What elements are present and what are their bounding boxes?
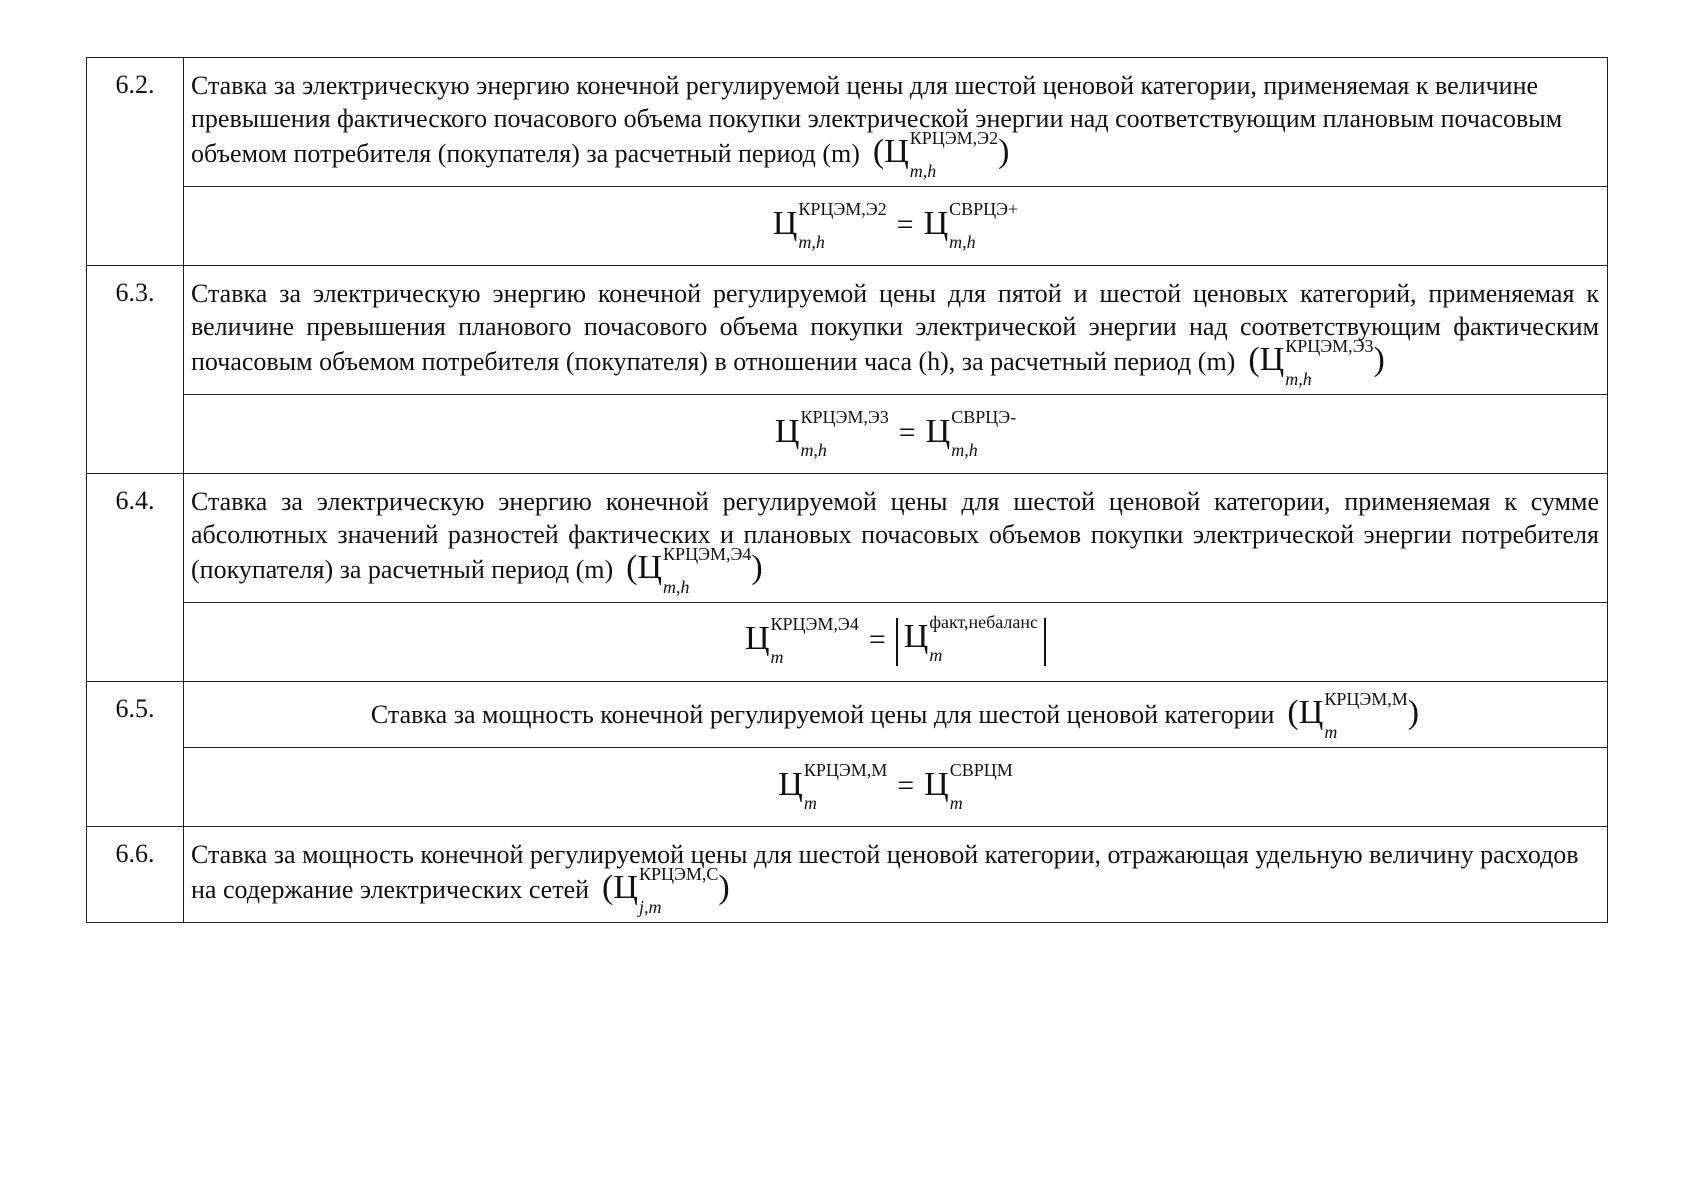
item-number: 6.2. <box>87 58 184 266</box>
formula-cell <box>184 603 1608 682</box>
formula-cell <box>184 187 1608 266</box>
item-description <box>184 58 1608 187</box>
item-description <box>184 474 1608 603</box>
absolute-value-bars: Ц факт,небаланс m <box>896 618 1046 666</box>
item-number: 6.3. <box>87 266 184 474</box>
table-row <box>87 187 1608 266</box>
table-row <box>87 266 1608 395</box>
rate-symbol: (Ц КРЦЭМ,Э2 m,h ) <box>872 128 1010 182</box>
item-number: 6.4. <box>87 474 184 682</box>
item-description <box>184 682 1608 748</box>
table-row <box>87 395 1608 474</box>
rate-symbol: (Ц КРЦЭМ,C j,m ) <box>602 864 730 918</box>
rate-symbol: (Ц КРЦЭМ,Э3 m,h ) <box>1248 336 1385 390</box>
description-text: Ставка за электрическую энергию конечной регулируемой цены для шестой ценовой категории, применяемая к сумме абсолютных значений разностей фактических и плановых почасовых объемов покупки электрической энергии потребителя (покупателя) за расчетный период (m) <box>191 487 1599 585</box>
table-row <box>87 58 1608 187</box>
description-text: Ставка за электрическую энергию конечной регулируемой цены для пятой и шестой ценовых категорий, применяемая к величине превышения планового почасового объема покупки электрической энергии над соответствующим фактическим почасовым объемом потребителя (покупателя) в отношении часа (h), за расчетный период (m) <box>191 279 1599 377</box>
rates-table <box>86 57 1608 923</box>
table-row <box>87 682 1608 748</box>
table-row <box>87 603 1608 682</box>
rate-symbol: (Ц КРЦЭМ,Э4 m,h ) <box>626 544 763 598</box>
description-text: Ставка за мощность конечной регулируемой цены для шестой ценовой категории <box>370 700 1275 730</box>
formula-cell <box>184 395 1608 474</box>
item-description <box>184 266 1608 395</box>
description-text: Ставка за мощность конечной регулируемой цены для шестой ценовой категории, отражающая удельную величину расходов на содержание электрических сетей <box>191 840 1579 905</box>
formula: Ц КРЦЭМ,Э2 m,h = Ц СВРЦЭ+ m,h <box>772 199 1019 253</box>
item-description <box>184 827 1608 923</box>
rate-symbol: (Ц КРЦЭМ,М m ) <box>1287 689 1420 743</box>
table-row <box>87 827 1608 923</box>
formula: Ц КРЦЭМ,Э3 m,h = Ц СВРЦЭ- m,h <box>774 407 1017 461</box>
item-number: 6.6. <box>87 827 184 923</box>
formula: Ц КРЦЭМ,М m = Ц СВРЦМ m <box>778 760 1013 814</box>
formula-cell <box>184 748 1608 827</box>
item-number: 6.5. <box>87 682 184 827</box>
formula: Ц КРЦЭМ,Э4 m = Ц факт,небаланс m <box>745 618 1046 666</box>
table-row <box>87 748 1608 827</box>
description-text: Ставка за электрическую энергию конечной регулируемой цены для шестой ценовой категории, применяемая к величине превышения фактического почасового объема покупки электрической энергии над соответствующим плановым почасовым объемом потребителя (покупателя) за расчетный период (m) <box>191 71 1563 168</box>
table-row <box>87 474 1608 603</box>
